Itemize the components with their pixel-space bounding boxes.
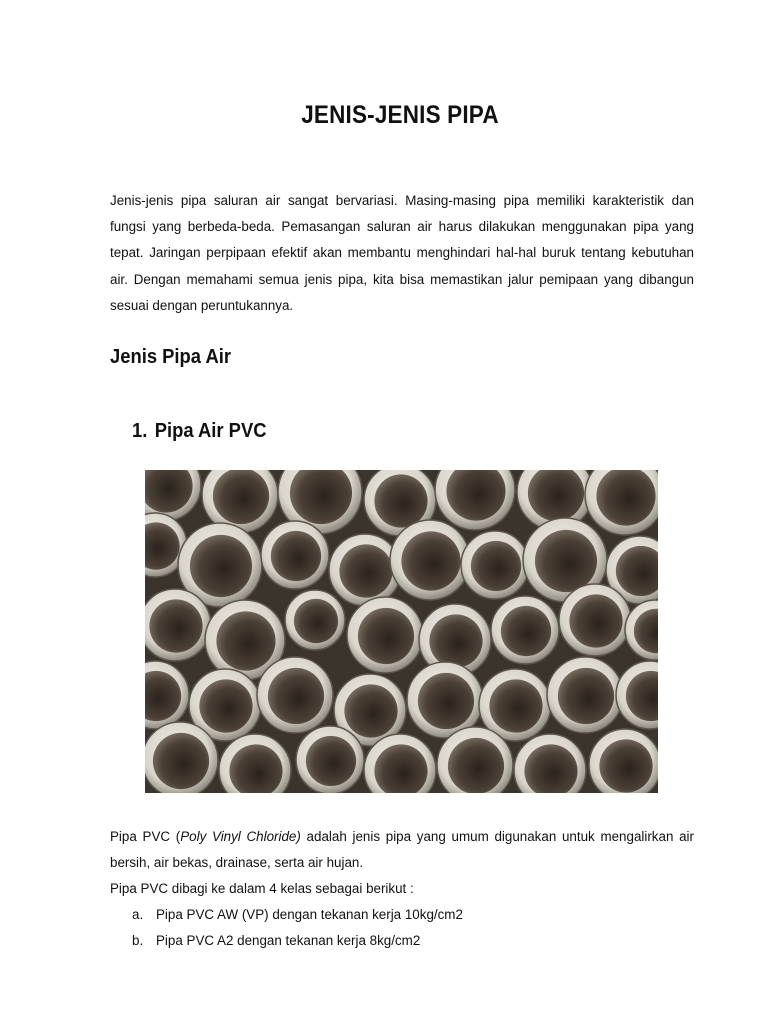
description-text-end: adalah jenis pipa yang umum digunakan untuk mengalirkan air bersih, air bekas, drainase, serta air hujan. [110, 829, 694, 871]
pipe-opening [558, 668, 614, 724]
pipe-opening [268, 668, 324, 724]
subsection-heading [132, 420, 267, 443]
class-list [110, 902, 694, 954]
pvc-pipes-photo [145, 470, 658, 793]
pipe-opening [213, 470, 269, 524]
pipe-opening [216, 611, 275, 670]
list-item [110, 902, 694, 928]
description-italic-term: Poly Vinyl Chloride) [180, 829, 301, 844]
section-heading: Jenis Pipa Air [110, 346, 232, 368]
pipe-opening [599, 739, 652, 792]
list-marker: b. [132, 933, 144, 949]
list-item-text: Pipa PVC A2 dengan tekanan kerja 8kg/cm2 [156, 933, 421, 949]
list-item-text: Pipa PVC AW (VP) dengan tekanan kerja 10kg/cm2 [156, 907, 463, 922]
list-marker: a. [132, 907, 144, 922]
pvc-description [110, 824, 694, 876]
pipe-opening [339, 544, 392, 597]
list-item [110, 928, 694, 954]
pipe-opening [489, 679, 542, 732]
pipe-opening [401, 531, 460, 590]
pipe-opening [153, 733, 209, 789]
pipe-opening [271, 531, 321, 581]
pipe-opening [190, 535, 252, 597]
pipe-opening [569, 594, 622, 647]
pipe-opening [418, 673, 474, 729]
pipe-opening [306, 736, 356, 786]
pipe-opening [471, 541, 521, 591]
pipe-opening [294, 599, 338, 643]
pipe-opening [501, 606, 551, 656]
subsection-title: Pipa Air PVC [154, 420, 267, 442]
description-text-start: Pipa PVC ( [110, 829, 181, 844]
subsection-number: 1. [132, 420, 148, 442]
classes-intro: Pipa PVC dibagi ke dalam 4 kelas sebagai berikut : [110, 881, 414, 896]
pipe-opening [429, 614, 482, 667]
pipe-opening [199, 679, 252, 732]
pipe-opening [149, 599, 202, 652]
pipe-opening [374, 474, 427, 527]
pipe-opening [358, 608, 414, 664]
pipe-opening [535, 530, 597, 592]
pipe-opening [448, 738, 504, 793]
pipe-opening [344, 684, 397, 737]
intro-paragraph: Jenis-jenis pipa saluran air sangat bervariasi. Masing-masing pipa memiliki karakteristik dan fungsi yang berbeda-beda. Pemasangan saluran air harus dilakukan menggunakan pipa yang tepat. Jaringan perpipaan efektif akan membantu menghindari hal-hal buruk tentang kebutuhan air. Dengan memahami semua jenis pipa, kita bisa memastikan jalur pemipaan yang dibangun sesuai dengan peruntukannya. [110, 193, 694, 313]
document-title: JENIS-JENIS PIPA [301, 101, 499, 129]
